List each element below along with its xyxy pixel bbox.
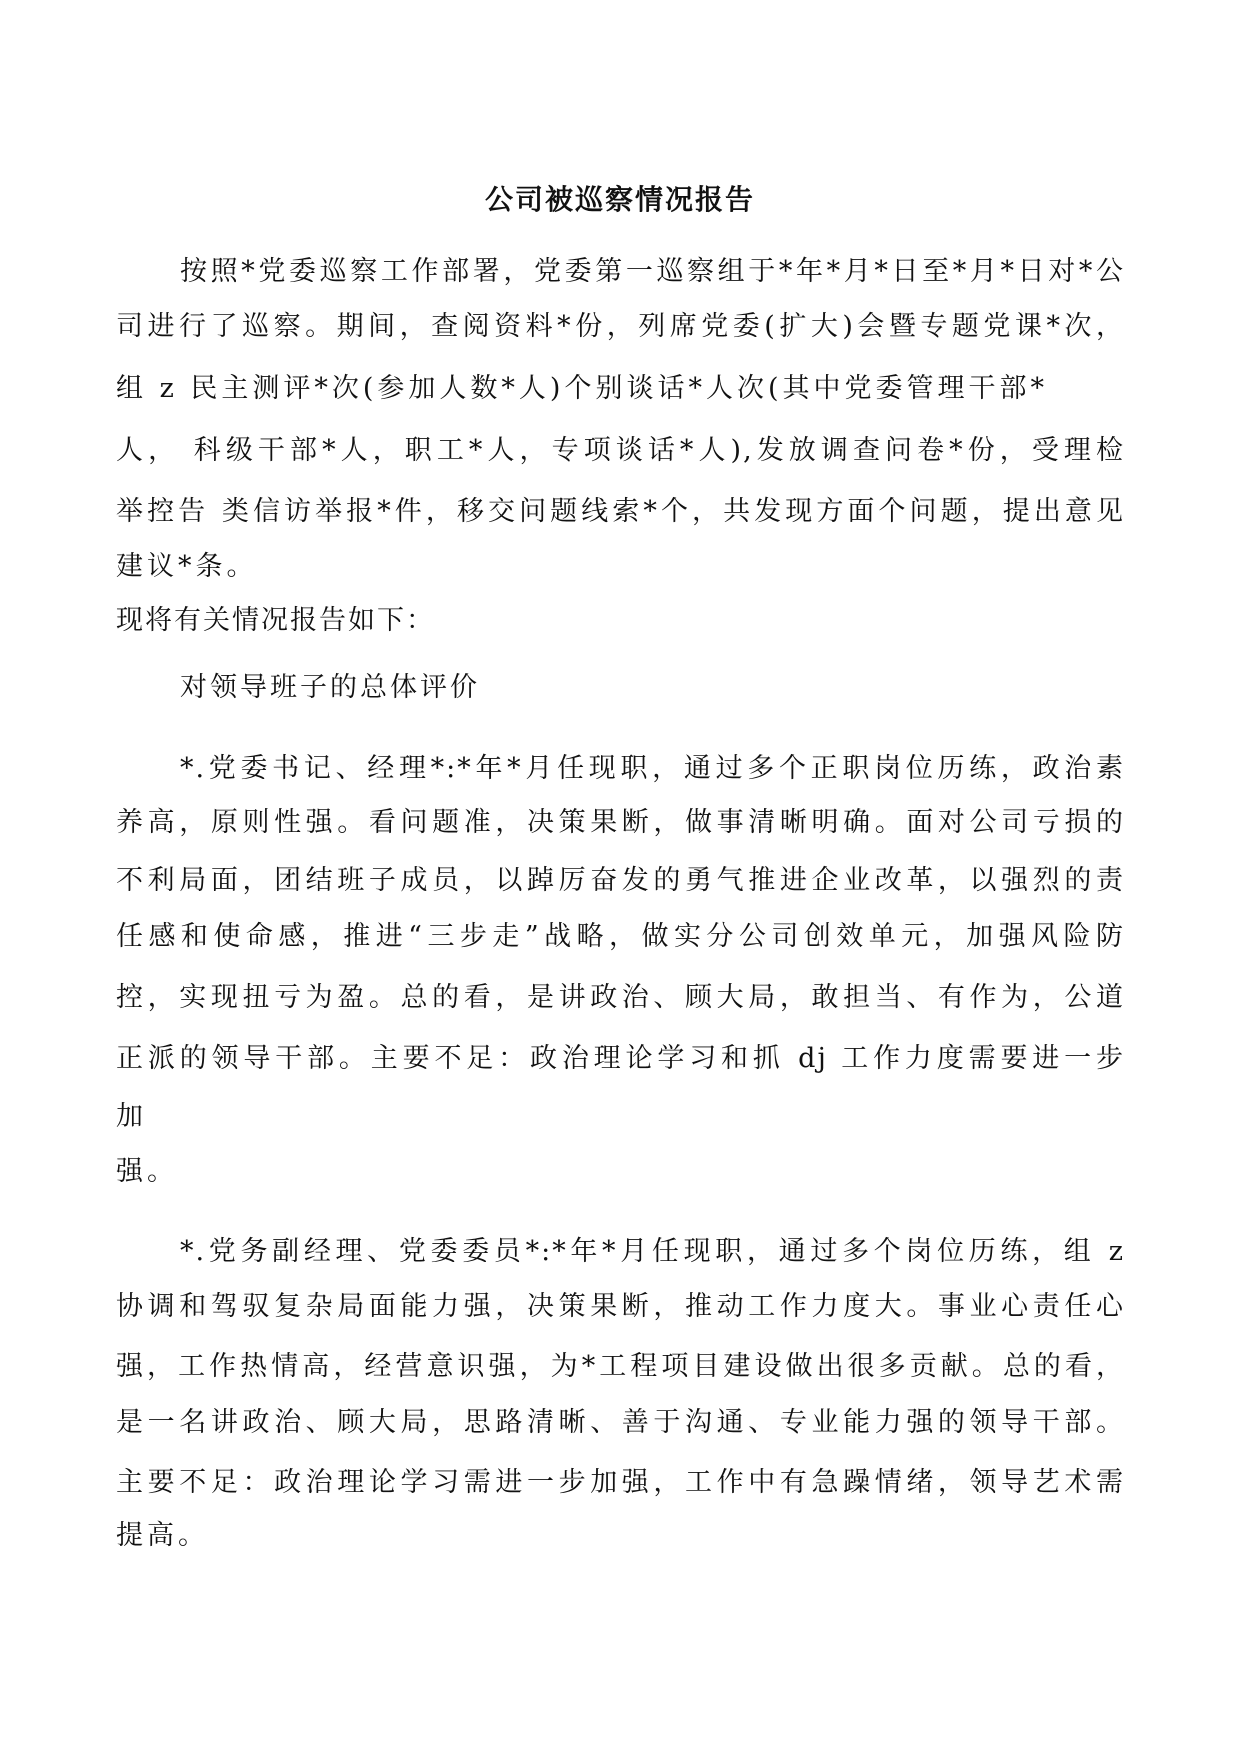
body-line: *.党委书记、经理*:*年*月任现职，通过多个正职岗位历练，政治素 (180, 753, 1125, 784)
body-line: 正派的领导干部。主要不足：政治理论学习和抓 dj 工作力度需要进一步 (116, 1043, 1125, 1074)
body-line: *.党务副经理、党委委员*:*年*月任现职，通过多个岗位历练，组 z (180, 1236, 1125, 1267)
body-line: 是一名讲政治、顾大局，思路清晰、善于沟通、专业能力强的领导干部。 (116, 1407, 1125, 1438)
body-line: 提高。 (116, 1520, 209, 1551)
body-line: 举控告 类信访举报*件，移交问题线索*个，共发现方面个问题，提出意见 (116, 496, 1125, 527)
body-line: 主要不足：政治理论学习需进一步加强，工作中有急躁情绪，领导艺术需 (116, 1467, 1125, 1498)
body-line: 人， 科级干部*人，职工*人，专项谈话*人),发放调查问卷*份，受理检 (116, 435, 1125, 466)
report-title: 公司被巡察情况报告 (484, 183, 755, 216)
transition-sentence: 现将有关情况报告如下： (116, 605, 435, 636)
body-line: 加 (116, 1101, 147, 1132)
body-line: 按照*党委巡察工作部署，党委第一巡察组于*年*月*日至*月*日对*公 (180, 256, 1125, 287)
body-line: 任感和使命感，推进“三步走”战略，做实分公司创效单元，加强风险防 (116, 921, 1125, 952)
body-line: 组 z 民主测评*次(参加人数*人)个别谈话*人次(其中党委管理干部* (116, 373, 1048, 404)
body-line: 强，工作热情高，经营意识强，为*工程项目建设做出很多贡献。总的看， (116, 1351, 1125, 1382)
body-line: 控，实现扭亏为盈。总的看，是讲政治、顾大局，敢担当、有作为，公道 (116, 982, 1125, 1013)
body-line: 建议*条。 (116, 551, 258, 582)
body-line: 养高，原则性强。看问题准，决策果断，做事清晰明确。面对公司亏损的 (116, 807, 1125, 838)
body-line: 不利局面，团结班子成员，以踔厉奋发的勇气推进企业改革，以强烈的责 (116, 865, 1125, 896)
body-line: 协调和驾驭复杂局面能力强，决策果断，推动工作力度大。事业心责任心 (116, 1291, 1125, 1322)
body-line: 强。 (116, 1156, 178, 1187)
section-heading: 对领导班子的总体评价 (180, 672, 480, 703)
body-line: 司进行了巡察。期间，查阅资料*份，列席党委(扩大)会暨专题党课*次， (116, 311, 1125, 342)
